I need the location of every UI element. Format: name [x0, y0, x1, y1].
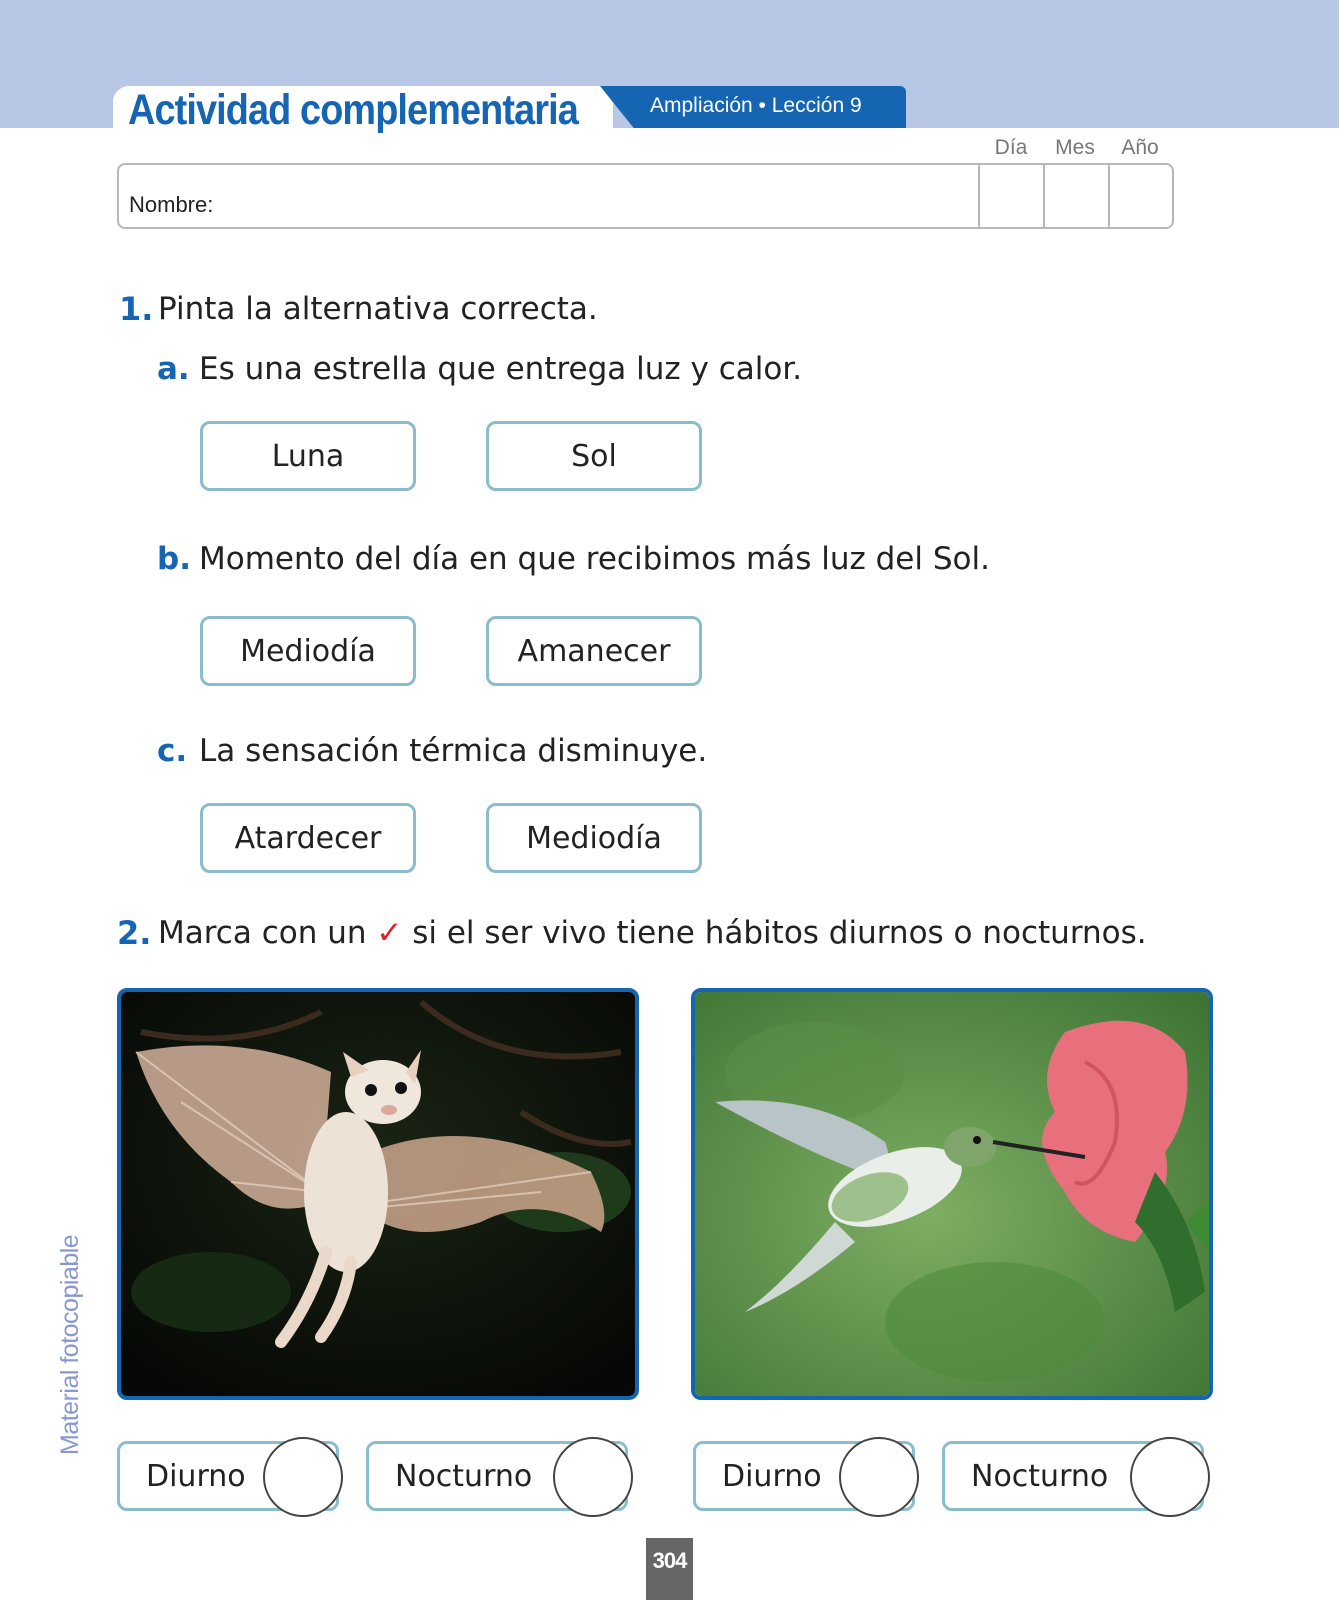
- date-divider: [1043, 164, 1045, 228]
- item-c-text: La sensación térmica disminuye.: [199, 733, 708, 769]
- question-2-text-before: Marca con un: [158, 915, 367, 951]
- item-b-letter: b.: [157, 541, 191, 577]
- item-a-text: Es una estrella que entrega luz y calor.: [199, 351, 803, 387]
- date-label-year: Año: [1121, 136, 1159, 159]
- question-2-text: [158, 915, 1147, 951]
- question-2-text-after: si el ser vivo tiene hábitos diurnos o nocturnos.: [412, 915, 1147, 951]
- checkmark-icon: ✓: [376, 915, 403, 951]
- bat-nocturno-option: Nocturno: [366, 1441, 628, 1511]
- question-1-number: 1.: [119, 290, 154, 328]
- bat-diurno-option: Diurno: [117, 1441, 339, 1511]
- page-title: Actividad complementaria: [128, 86, 578, 134]
- side-label: Material fotocopiable: [56, 1234, 84, 1455]
- option-atardecer[interactable]: Atardecer: [200, 803, 416, 873]
- date-label-day: Día: [994, 136, 1028, 159]
- item-c-letter: c.: [157, 733, 188, 769]
- hummingbird-photo: [691, 988, 1213, 1400]
- bat-diurno-checkbox[interactable]: [263, 1437, 343, 1517]
- name-field[interactable]: [117, 163, 1174, 229]
- name-label: Nombre:: [129, 192, 214, 217]
- option-mediodia-c[interactable]: Mediodía: [486, 803, 702, 873]
- hummingbird-nocturno-option: Nocturno: [942, 1441, 1204, 1511]
- hummingbird-diurno-option: Diurno: [693, 1441, 915, 1511]
- date-divider: [1108, 164, 1110, 228]
- date-divider: [978, 164, 980, 228]
- option-sol[interactable]: Sol: [486, 421, 702, 491]
- date-label-month: Mes: [1055, 136, 1095, 159]
- lesson-badge-label: Ampliación • Lección 9: [650, 94, 862, 117]
- question-1-text: Pinta la alternativa correcta.: [158, 291, 598, 327]
- hummingbird-diurno-checkbox[interactable]: [839, 1437, 919, 1517]
- option-mediodia-b[interactable]: Mediodía: [200, 616, 416, 686]
- hummingbird-nocturno-checkbox[interactable]: [1130, 1437, 1210, 1517]
- question-2-number: 2.: [117, 914, 152, 952]
- item-a-letter: a.: [157, 351, 190, 387]
- bat-photo: [117, 988, 639, 1400]
- option-amanecer[interactable]: Amanecer: [486, 616, 702, 686]
- page-number: 304: [646, 1538, 693, 1600]
- item-b-text: Momento del día en que recibimos más luz del Sol.: [199, 541, 990, 577]
- option-luna[interactable]: Luna: [200, 421, 416, 491]
- bat-nocturno-checkbox[interactable]: [553, 1437, 633, 1517]
